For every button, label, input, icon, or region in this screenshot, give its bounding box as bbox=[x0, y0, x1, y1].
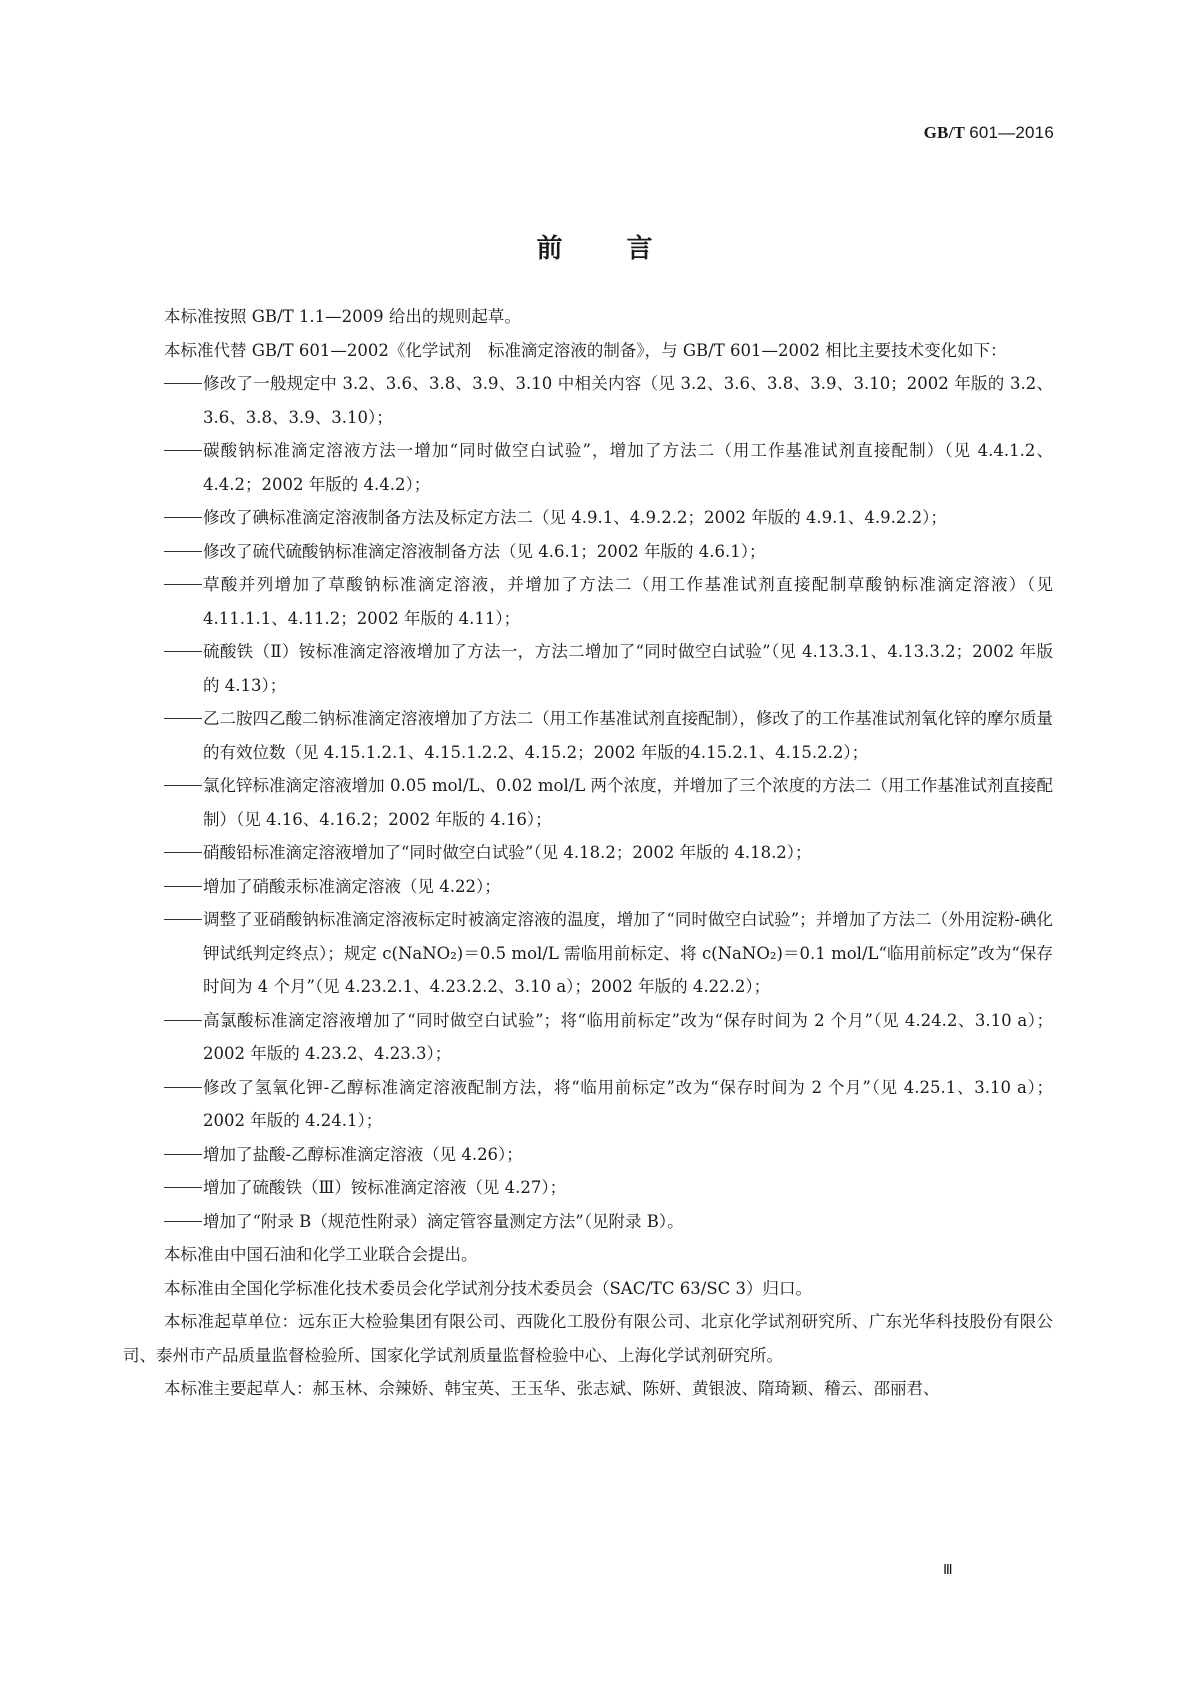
change-item: 碳酸钠标准滴定溶液方法一增加“同时做空白试验”，增加了方法二（用工作基准试剂直接配制）（见 4.4.1.2、4.4.2；2002 年版的 4.4.2）； bbox=[203, 441, 1053, 494]
changes-list bbox=[123, 367, 1053, 1238]
intro-paragraph: 本标准按照 GB/T 1.1—2009 给出的规则起草。 bbox=[164, 307, 521, 326]
foreword-body bbox=[123, 300, 1053, 1406]
change-item: 修改了一般规定中 3.2、3.6、3.8、3.9、3.10 中相关内容（见 3.2、3.6、3.8、3.9、3.10；2002 年版的 3.2、3.6、3.8、3.9、3.10）； bbox=[203, 374, 1053, 427]
standard-number-header bbox=[924, 123, 1054, 143]
change-item: 氯化锌标准滴定溶液增加 0.05 mol/L、0.02 mol/L 两个浓度，并增加了三个浓度的方法二（用工作基准试剂直接配制）（见 4.16、4.16.2；2002 年版的 4.16）； bbox=[203, 776, 1053, 829]
page-number: Ⅲ bbox=[943, 1563, 953, 1578]
intro-paragraph: 本标准代替 GB/T 601—2002《化学试剂 标准滴定溶液的制备》，与 GB/T 601—2002 相比主要技术变化如下： bbox=[164, 340, 1007, 360]
change-item: 调整了亚硝酸钠标准滴定溶液标定时被滴定溶液的温度，增加了“同时做空白试验”；并增加了方法二（外用淀粉-碘化钾试纸判定终点）；规定 c(NaNO₂)＝0.5 mol/L 需临用前标定、将 c(NaNO₂)＝0.1 mol/L“临用前标定”改为“保存时间为 4 个月”（见 4.23.2.1、4.23.2.2、3.10 a）；2002 年版的 4.22.2）； bbox=[203, 910, 1053, 996]
drafters-paragraph: 本标准主要起草人：郝玉林、佘辣娇、韩宝英、王玉华、张志斌、陈妍、黄银波、隋琦颖、稽云、邵丽君、 bbox=[164, 1379, 940, 1398]
change-item: 硫酸铁（Ⅱ）铵标准滴定溶液增加了方法一，方法二增加了“同时做空白试验”（见 4.13.3.1、4.13.3.2；2002 年版的 4.13）； bbox=[203, 642, 1053, 695]
change-item: 乙二胺四乙酸二钠标准滴定溶液增加了方法二（用工作基准试剂直接配制），修改了的工作基准试剂氧化锌的摩尔质量的有效位数（见 4.15.1.2.1、4.15.1.2.2、4.15.2；2002 年版的4.15.2.1、4.15.2.2）； bbox=[203, 709, 1053, 762]
drafting-units-paragraph: 本标准起草单位：远东正大检验集团有限公司、西陇化工股份有限公司、北京化学试剂研究所、广东光华科技股份有限公司、泰州市产品质量监督检验所、国家化学试剂质量监督检验中心、上海化学试剂研究所。 bbox=[123, 1312, 1053, 1365]
change-item: 增加了盐酸-乙醇标准滴定溶液（见 4.26）； bbox=[203, 1144, 523, 1164]
standard-number: 601—2016 bbox=[969, 123, 1054, 142]
change-item: 修改了氢氧化钾-乙醇标准滴定溶液配制方法，将“临用前标定”改为“保存时间为 2 个月”（见 4.25.1、3.10 a）；2002 年版的 4.24.1）； bbox=[203, 1077, 1053, 1130]
change-item: 修改了硫代硫酸钠标准滴定溶液制备方法（见 4.6.1；2002 年版的 4.6.1）； bbox=[203, 541, 766, 561]
proposer-paragraph: 本标准由中国石油和化学工业联合会提出。 bbox=[164, 1245, 478, 1264]
title-char-1: 前 bbox=[536, 234, 565, 264]
change-item: 草酸并列增加了草酸钠标准滴定溶液，并增加了方法二（用工作基准试剂直接配制草酸钠标准滴定溶液）（见 4.11.1.1、4.11.2；2002 年版的 4.11）； bbox=[203, 575, 1053, 628]
change-item: 修改了碘标准滴定溶液制备方法及标定方法二（见 4.9.1、4.9.2.2；2002 年版的 4.9.1、4.9.2.2）； bbox=[203, 508, 947, 527]
page-title bbox=[0, 228, 1191, 265]
committee-paragraph: 本标准由全国化学标准化技术委员会化学试剂分技术委员会（SAC/TC 63/SC 3）归口。 bbox=[164, 1278, 813, 1298]
change-item: 硝酸铅标准滴定溶液增加了“同时做空白试验”（见 4.18.2；2002 年版的 4.18.2）； bbox=[203, 843, 812, 862]
standard-code: GB/T bbox=[923, 123, 965, 142]
change-item: 增加了“附录 B（规范性附录）滴定管容量测定方法”（见附录 B）。 bbox=[203, 1211, 684, 1231]
change-item: 高氯酸标准滴定溶液增加了“同时做空白试验”；将“临用前标定”改为“保存时间为 2 个月”（见 4.24.2、3.10 a）；2002 年版的 4.23.2、4.23.3）； bbox=[203, 1010, 1053, 1063]
title-char-2: 言 bbox=[626, 234, 655, 264]
change-item: 增加了硫酸铁（Ⅲ）铵标准滴定溶液（见 4.27）； bbox=[203, 1178, 567, 1197]
change-item: 增加了硝酸汞标准滴定溶液（见 4.22）； bbox=[203, 876, 501, 896]
